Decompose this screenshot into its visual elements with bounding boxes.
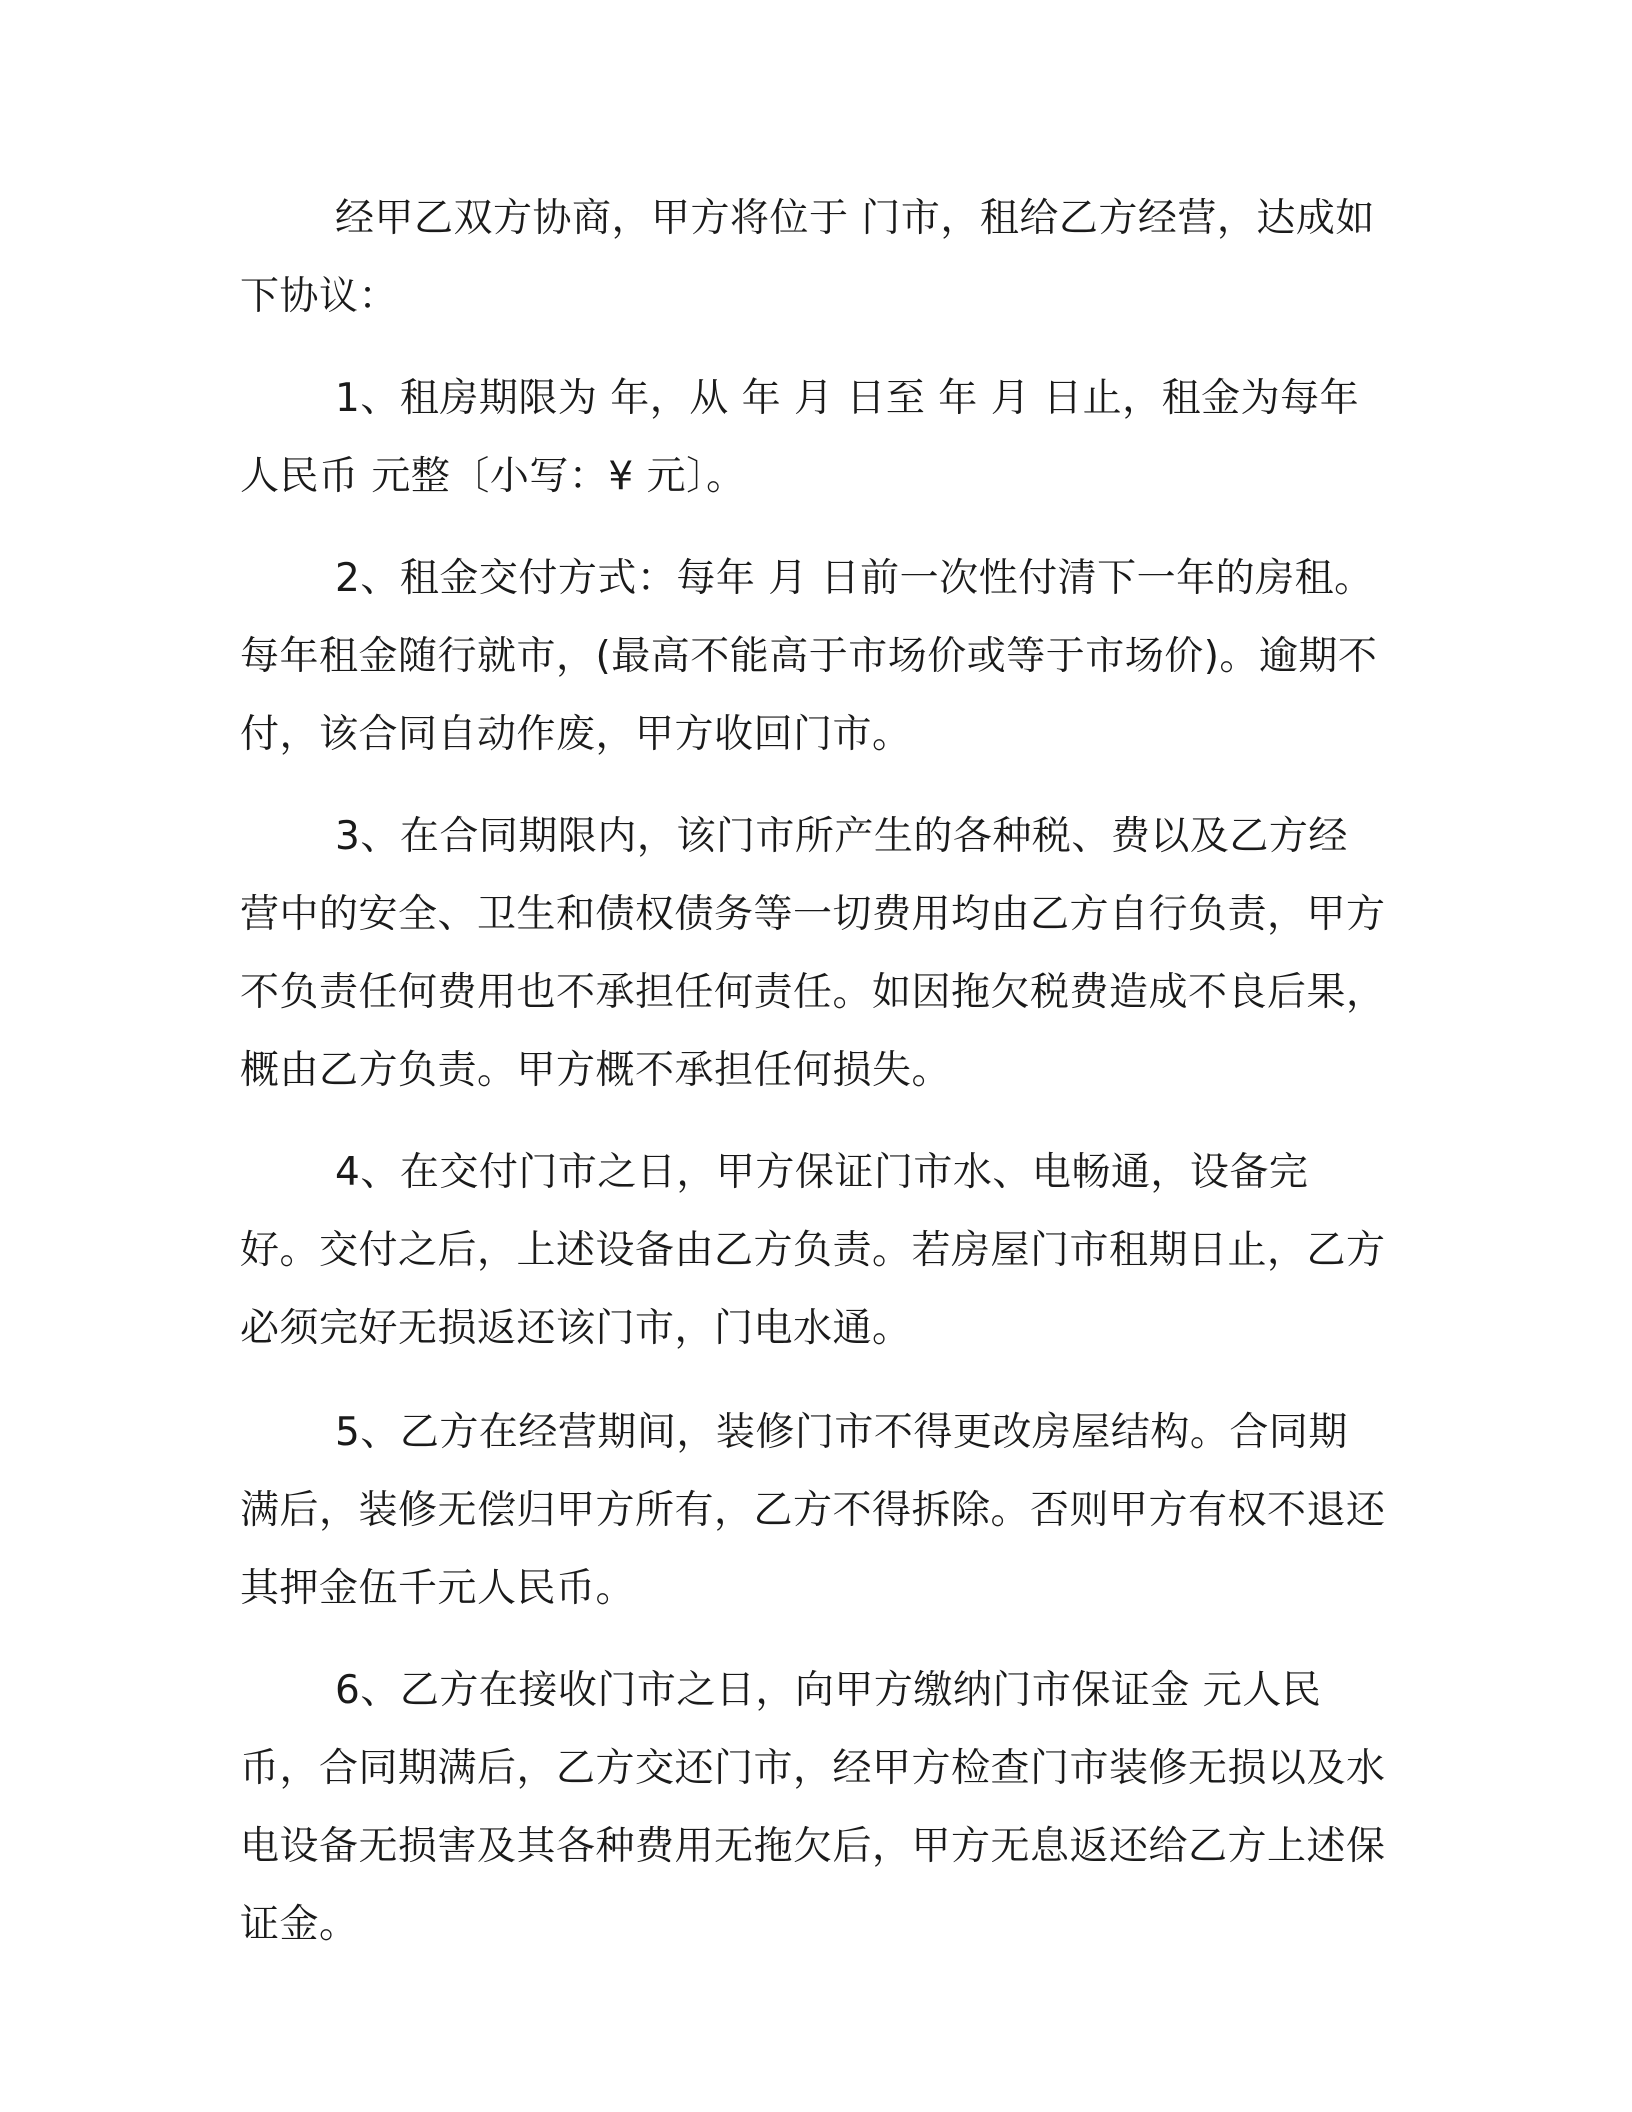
clause-2-payment-method: 2、租金交付方式：每年 月 日前一次性付清下一年的房租。每年租金随行就市，(最高不能高于市场价或等于市场价)。逾期不付，该合同自动作废，甲方收回门市。 bbox=[240, 556, 1378, 757]
clause-1-lease-term: 1、租房期限为 年，从 年 月 日至 年 月 日止，租金为每年人民币 元整〔小写：¥ 元〕。 bbox=[240, 376, 1360, 499]
paragraph-intro: 经甲乙双方协商，甲方将位于 门市，租给乙方经营，达成如下协议： bbox=[240, 196, 1375, 319]
clause-3-taxes-fees: 3、在合同期限内，该门市所产生的各种税、费以及乙方经营中的安全、卫生和债权债务等一切费用均由乙方自行负责，甲方不负责任何费用也不承担任何责任。如因拖欠税费造成不良后果，概由乙方负责。甲方概不承担任何损失。 bbox=[240, 814, 1386, 1093]
clause-4-utilities: 4、在交付门市之日，甲方保证门市水、电畅通，设备完好。交付之后，上述设备由乙方负责。若房屋门市租期日止，乙方必须完好无损返还该门市，门电水通。 bbox=[240, 1150, 1386, 1351]
clause-5-renovation: 5、乙方在经营期间，装修门市不得更改房屋结构。合同期满后，装修无偿归甲方所有，乙方不得拆除。否则甲方有权不退还其押金伍千元人民币。 bbox=[240, 1410, 1386, 1611]
clause-6-deposit: 6、乙方在接收门市之日，向甲方缴纳门市保证金 元人民币，合同期满后，乙方交还门市，经甲方检查门市装修无损以及水电设备无损害及其各种费用无拖欠后，甲方无息返还给乙方上述保证金。 bbox=[240, 1668, 1386, 1947]
